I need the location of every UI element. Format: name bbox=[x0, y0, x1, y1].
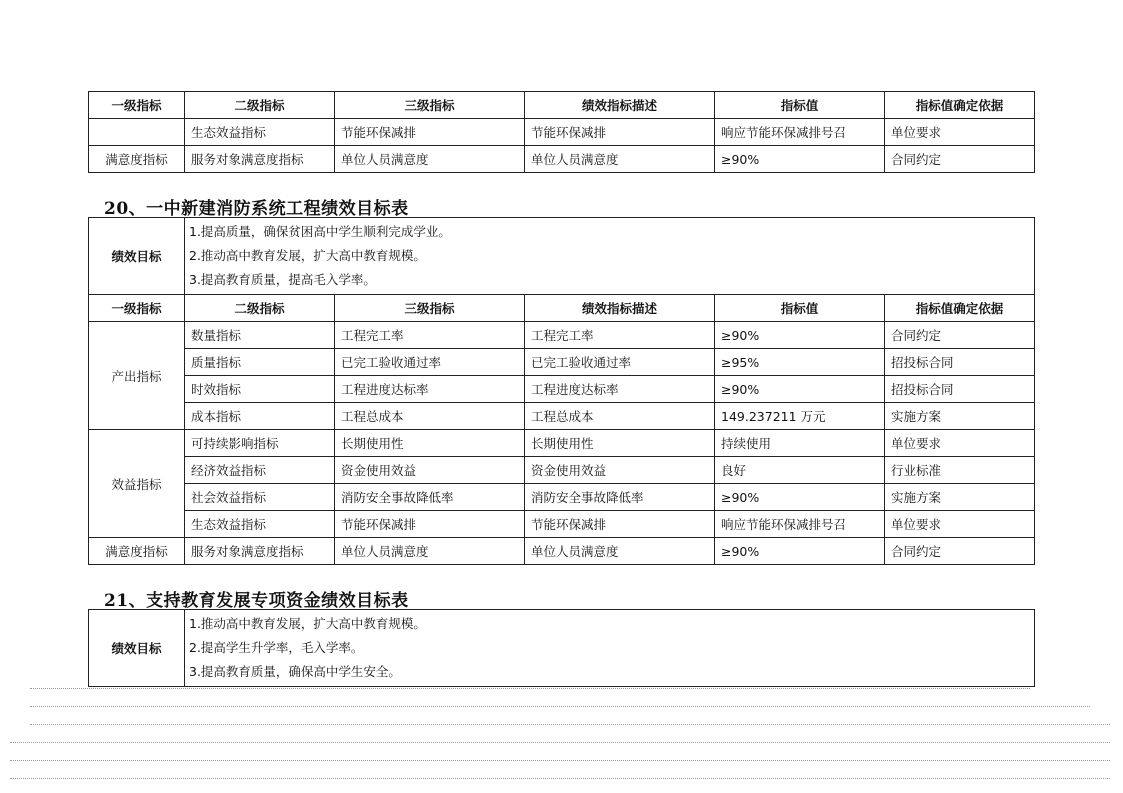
table-cell: ≥90% bbox=[715, 538, 885, 565]
table-cell: 工程总成本 bbox=[525, 403, 715, 430]
table-cell: 社会效益指标 bbox=[185, 484, 335, 511]
table-cell: 服务对象满意度指标 bbox=[185, 146, 335, 173]
table-cell: 单位要求 bbox=[885, 119, 1035, 146]
header-cell: 指标值确定依据 bbox=[885, 92, 1035, 119]
table-cell: 长期使用性 bbox=[525, 430, 715, 457]
header-cell: 指标值 bbox=[715, 92, 885, 119]
table-cell: 消防安全事故降低率 bbox=[335, 484, 525, 511]
table-section-20 bbox=[88, 217, 1035, 565]
table-cell: 单位人员满意度 bbox=[335, 146, 525, 173]
table-cell: 已完工验收通过率 bbox=[525, 349, 715, 376]
table-cell: 合同约定 bbox=[885, 322, 1035, 349]
table-cell: 行业标准 bbox=[885, 457, 1035, 484]
table-row bbox=[89, 457, 1035, 484]
level1-cell: 效益指标 bbox=[89, 430, 185, 538]
table-cell: 实施方案 bbox=[885, 484, 1035, 511]
table-cell: 生态效益指标 bbox=[185, 511, 335, 538]
header-cell: 绩效指标描述 bbox=[525, 295, 715, 322]
header-cell: 一级指标 bbox=[89, 92, 185, 119]
table-cell: 工程进度达标率 bbox=[335, 376, 525, 403]
table-cell: 服务对象满意度指标 bbox=[185, 538, 335, 565]
table-row bbox=[89, 146, 1035, 173]
scan-artifact bbox=[10, 742, 1110, 743]
scan-artifact bbox=[30, 724, 1110, 725]
table-row bbox=[89, 376, 1035, 403]
table-cell: 单位要求 bbox=[885, 511, 1035, 538]
table-cell: 工程完工率 bbox=[335, 322, 525, 349]
table-cell: 可持续影响指标 bbox=[185, 430, 335, 457]
table-cell: ≥90% bbox=[715, 322, 885, 349]
table-cell: 消防安全事故降低率 bbox=[525, 484, 715, 511]
table-cell: 合同约定 bbox=[885, 146, 1035, 173]
table-cell: 响应节能环保减排号召 bbox=[715, 511, 885, 538]
table-cell: 资金使用效益 bbox=[525, 457, 715, 484]
goal-row bbox=[89, 610, 1035, 687]
level1-cell: 满意度指标 bbox=[89, 538, 185, 565]
table-cell: 良好 bbox=[715, 457, 885, 484]
table-row bbox=[89, 349, 1035, 376]
table-cell: 工程进度达标率 bbox=[525, 376, 715, 403]
table-cell: 合同约定 bbox=[885, 538, 1035, 565]
header-row bbox=[89, 92, 1035, 119]
table-cell: 节能环保减排 bbox=[335, 511, 525, 538]
header-cell: 三级指标 bbox=[335, 92, 525, 119]
header-cell: 指标值 bbox=[715, 295, 885, 322]
table-cell: ≥95% bbox=[715, 349, 885, 376]
goal-list bbox=[185, 610, 1035, 687]
table-row bbox=[89, 119, 1035, 146]
table-row bbox=[89, 511, 1035, 538]
table-cell: 经济效益指标 bbox=[185, 457, 335, 484]
section-21-title: 21、支持教育发展专项资金绩效目标表 bbox=[104, 591, 409, 611]
header-cell: 二级指标 bbox=[185, 92, 335, 119]
section-20-title: 20、一中新建消防系统工程绩效目标表 bbox=[104, 199, 409, 219]
table-cell: 成本指标 bbox=[185, 403, 335, 430]
table-cell: 单位人员满意度 bbox=[525, 538, 715, 565]
table-cell: 响应节能环保减排号召 bbox=[715, 119, 885, 146]
header-cell: 一级指标 bbox=[89, 295, 185, 322]
scan-artifact bbox=[30, 688, 1030, 689]
level1-cell: 产出指标 bbox=[89, 322, 185, 430]
scan-artifact bbox=[30, 706, 1090, 707]
table-cell: 招投标合同 bbox=[885, 349, 1035, 376]
table-cell: 已完工验收通过率 bbox=[335, 349, 525, 376]
table-top bbox=[88, 91, 1035, 173]
header-cell: 二级指标 bbox=[185, 295, 335, 322]
goal-item: 1.提高质量，确保贫困高中学生顺利完成学业。 bbox=[189, 224, 451, 239]
table-row bbox=[89, 484, 1035, 511]
table-cell: 招投标合同 bbox=[885, 376, 1035, 403]
table-row bbox=[89, 322, 1035, 349]
table-cell: 资金使用效益 bbox=[335, 457, 525, 484]
goal-list bbox=[185, 218, 1035, 295]
table-cell: ≥90% bbox=[715, 376, 885, 403]
goal-label: 绩效目标 bbox=[89, 218, 185, 295]
table-cell: 数量指标 bbox=[185, 322, 335, 349]
scan-artifact bbox=[10, 778, 1110, 779]
table-cell: 工程总成本 bbox=[335, 403, 525, 430]
goal-item: 2.提高学生升学率，毛入学率。 bbox=[189, 640, 364, 655]
goal-item: 3.提高教育质量，提高毛入学率。 bbox=[189, 272, 376, 287]
table-cell: 时效指标 bbox=[185, 376, 335, 403]
table-cell: 单位人员满意度 bbox=[525, 146, 715, 173]
table-cell: 149.237211 万元 bbox=[715, 403, 885, 430]
table-cell: 生态效益指标 bbox=[185, 119, 335, 146]
header-cell: 三级指标 bbox=[335, 295, 525, 322]
table-cell: ≥90% bbox=[715, 484, 885, 511]
table-row bbox=[89, 430, 1035, 457]
header-cell: 绩效指标描述 bbox=[525, 92, 715, 119]
scan-artifact bbox=[10, 760, 1110, 761]
goal-row bbox=[89, 218, 1035, 295]
table-cell: ≥90% bbox=[715, 146, 885, 173]
header-cell: 指标值确定依据 bbox=[885, 295, 1035, 322]
table-cell: 单位要求 bbox=[885, 430, 1035, 457]
table-cell: 质量指标 bbox=[185, 349, 335, 376]
goal-label: 绩效目标 bbox=[89, 610, 185, 687]
table-row bbox=[89, 403, 1035, 430]
table-cell bbox=[89, 119, 185, 146]
table-cell: 节能环保减排 bbox=[335, 119, 525, 146]
table-cell: 持续使用 bbox=[715, 430, 885, 457]
table-cell: 实施方案 bbox=[885, 403, 1035, 430]
table-cell: 长期使用性 bbox=[335, 430, 525, 457]
goal-item: 3.提高教育质量，确保高中学生安全。 bbox=[189, 664, 401, 679]
table-section-21 bbox=[88, 609, 1035, 687]
table-cell: 满意度指标 bbox=[89, 146, 185, 173]
goal-item: 1.推动高中教育发展，扩大高中教育规模。 bbox=[189, 616, 426, 631]
goal-item: 2.推动高中教育发展，扩大高中教育规模。 bbox=[189, 248, 426, 263]
header-row bbox=[89, 295, 1035, 322]
table-cell: 节能环保减排 bbox=[525, 511, 715, 538]
table-cell: 单位人员满意度 bbox=[335, 538, 525, 565]
table-row bbox=[89, 538, 1035, 565]
table-cell: 工程完工率 bbox=[525, 322, 715, 349]
table-cell: 节能环保减排 bbox=[525, 119, 715, 146]
